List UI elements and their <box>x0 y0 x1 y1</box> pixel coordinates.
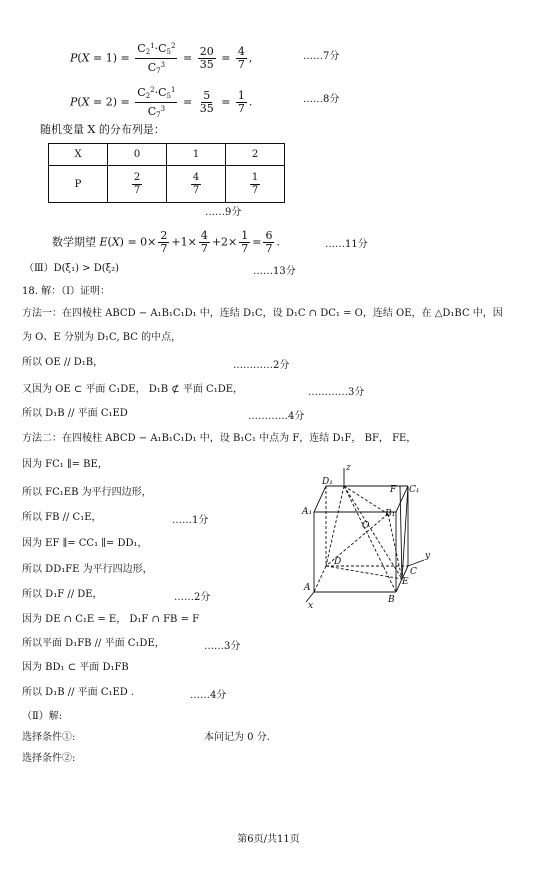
table-cell: $\frac{4}{7}$ <box>167 166 226 203</box>
score-2b: ……2分 <box>174 592 211 603</box>
label-c: C <box>410 567 417 577</box>
frac-den: 35 <box>199 102 214 115</box>
axis-x-label: x <box>308 601 314 610</box>
method2-line11: 所以 D₁B // 平面 C₁ED . <box>22 687 135 698</box>
method2-line2: 因为 FC₁ ∥= BE， <box>22 459 108 470</box>
part3-line: （Ⅲ）D(ξ₁) > D(ξ₂) <box>24 263 120 274</box>
table-header-cell: 2 <box>226 144 285 166</box>
frac-num: 5 <box>203 89 211 102</box>
table-header-cell: 1 <box>167 144 226 166</box>
label-b1: B₁ <box>385 509 396 519</box>
method1-line4: 又因为 OE ⊂ 平面 C₁DE， D₁B ⊄ 平面 C₁DE， <box>22 384 244 395</box>
score-4: …………4分 <box>248 411 305 422</box>
method1-line3: 所以 OE // D₁B， <box>22 357 104 368</box>
prob-x2-equation: P(X = 2) = $\frac{C_2^2\cdot C_5^1}{C_7^3}$ = $\frac{5}{35}$ = $\frac{1}{7}$ . <box>70 86 253 119</box>
method1-line1: 方法一：在四棱柱 ABCD − A₁B₁C₁D₁ 中，连结 D₁C，设 D₁C ∩ DC₁ = O，连结 OE，在 △D₁BC 中，因 <box>22 308 503 319</box>
method1-line5: 所以 D₁B // 平面 C₁ED <box>22 408 128 419</box>
score-13: ……13分 <box>253 266 296 277</box>
score-1: ……1分 <box>172 515 209 526</box>
expectation-line: 数学期望 E(X) = 0× $\frac{2}{7}$ +1× $\frac{4}{7}$ +2× $\frac{1}{7}$ = $\frac{6}{7}$ . <box>52 229 280 255</box>
method2-line5: 因为 EF ∥= CC₁ ∥= DD₁， <box>22 538 148 549</box>
frac-den: 35 <box>199 58 214 71</box>
label-d: D <box>334 557 342 567</box>
score-7: ……7分 <box>303 51 340 62</box>
condition1-text: 本问记为 0 分. <box>204 732 270 743</box>
prism-figure <box>296 462 436 610</box>
label-f: F <box>390 485 397 495</box>
method2-line3: 所以 FC₁EB 为平行四边形， <box>22 487 152 498</box>
table-cell: $\frac{1}{7}$ <box>226 166 285 203</box>
table-row-label: P <box>49 166 108 203</box>
label-c1: C₁ <box>409 485 420 495</box>
label-a: A <box>304 583 311 593</box>
label-d1: D₁ <box>322 477 333 487</box>
method2-line7: 所以 D₁F // DE， <box>22 589 103 600</box>
q18-heading: 18. 解：（Ⅰ）证明： <box>22 286 111 297</box>
part2-heading: （Ⅱ）解: <box>22 711 63 722</box>
distribution-title: 随机变量 X 的分布列是： <box>40 123 165 136</box>
frac-num: 20 <box>199 45 214 58</box>
score-2: …………2分 <box>233 360 290 371</box>
method2-line1: 方法二：在四棱柱 ABCD − A₁B₁C₁D₁ 中，设 B₁C₁ 中点为 F，连结 D₁F， BF， FE， <box>22 433 417 444</box>
method2-line4: 所以 FB // C₁E， <box>22 512 102 523</box>
label-a1: A₁ <box>302 507 313 517</box>
score-9: ……9分 <box>205 207 242 218</box>
score-11: ……11分 <box>325 239 368 250</box>
frac-num: 1 <box>237 89 245 102</box>
label-e: E <box>402 577 409 587</box>
label-b: B <box>388 595 395 605</box>
label-o: O <box>362 521 370 531</box>
method1-line2: 为 O、E 分别为 D₁C, BC 的中点， <box>22 332 182 343</box>
distribution-table <box>48 143 285 203</box>
method2-line9: 所以平面 D₁FB // 平面 C₁DE， <box>22 638 165 649</box>
score-4b: ……4分 <box>190 690 227 701</box>
table-header-cell: 0 <box>108 144 167 166</box>
method2-line8: 因为 DE ∩ C₁E = E， D₁F ∩ FB = F <box>22 614 200 625</box>
score-3b: ……3分 <box>204 641 241 652</box>
score-8: ……8分 <box>303 94 340 105</box>
score-3: …………3分 <box>308 387 365 398</box>
condition1-label: 选择条件①: <box>22 732 76 743</box>
table-header-cell: X <box>49 144 108 166</box>
method2-line6: 所以 DD₁FE 为平行四边形， <box>22 564 153 575</box>
frac-den: 7 <box>237 58 245 71</box>
axis-z-label: z <box>346 463 351 473</box>
condition2-label: 选择条件②: <box>22 753 76 764</box>
table-cell: $\frac{2}{7}$ <box>108 166 167 203</box>
prob-x1-equation: P(X = 1) = $\frac{C_2^1\cdot C_5^2}{C_7^3}$ = $\frac{20}{35}$ = $\frac{4}{7}$ , <box>70 42 253 75</box>
frac-num: 4 <box>237 45 245 58</box>
axis-y-label: y <box>425 551 431 561</box>
page-footer: 第6页/共11页 <box>237 834 300 845</box>
method2-line10: 因为 BD₁ ⊂ 平面 D₁FB <box>22 662 129 673</box>
frac-den: 7 <box>237 102 245 115</box>
